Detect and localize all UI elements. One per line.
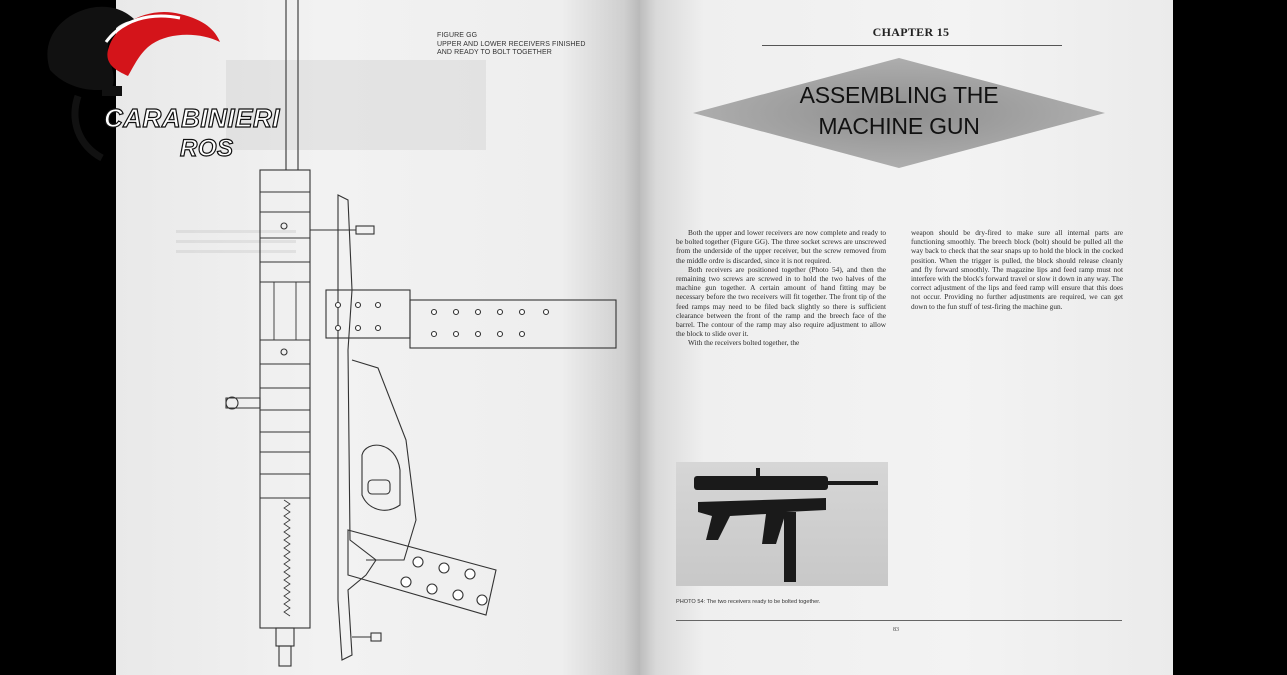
- heading-line: MACHINE GUN: [818, 113, 980, 139]
- heading-line: ASSEMBLING THE: [799, 82, 999, 108]
- figure-caption-line: FIGURE GG: [437, 32, 478, 39]
- footer-rule: [676, 620, 1122, 621]
- watermark-text: CARABINIERI: [104, 103, 280, 133]
- paragraph: Both the upper and lower receivers are now complete and ready to be bolted together (Figure GG). The three socket screws are unscrewed from the underside of the upper receiver, but the screw removed from the middle ordre is discarded, since it is not required.: [676, 228, 886, 265]
- photo-54: [676, 462, 888, 586]
- figure-caption-line: UPPER AND LOWER RECEIVERS FINISHED: [437, 40, 586, 48]
- text-column-right: [911, 228, 1123, 311]
- page-number: 83: [893, 627, 899, 633]
- paragraph: weapon should be dry-fired to make sure all internal parts are functioning smoothly. The breech block (bolt) should be pulled all the way back to check that the sear snaps up to hold the block in the cocked position. When the trigger is pulled, the block should release cleanly and fly forward smoothly. The magazine lips and feed ramp must not interfere with the block's forward travel or slow it down in any way. The correct adjustment of the lips and feed ramp will ensure that this does not occur. Providing no further adjustments are required, we can get down to the fun stuff of test-firing the machine gun.: [911, 228, 1123, 311]
- paragraph: Both receivers are positioned together (Photo 54), and then the remaining two screws are screwed in to hold the two halves of the machine gun together. A certain amount of hand fitting may be necessary before the two receivers will fit together. The front tip of the feed ramps may need to be filed back slightly so there is sufficient clearance between the front of the ramp and the breech face of the barrel. The contour of the ramp may also require adjustment to allow the block to slide over it.: [676, 264, 886, 339]
- figure-caption-line: AND READY TO BOLT TOGETHER: [437, 49, 552, 56]
- text-column-left: [676, 228, 886, 348]
- photo-caption: PHOTO 54: The two receivers ready to be bolted together.: [676, 599, 821, 605]
- figure-caption: [437, 32, 637, 58]
- chapter-heading: [693, 80, 1105, 142]
- chapter-label: CHAPTER 15: [872, 25, 950, 39]
- paragraph: With the receivers bolted together, the: [688, 338, 800, 348]
- chapter-rule: [762, 45, 1062, 46]
- watermark-text: ROS: [180, 135, 234, 162]
- receivers-photo-illustration: [676, 462, 888, 586]
